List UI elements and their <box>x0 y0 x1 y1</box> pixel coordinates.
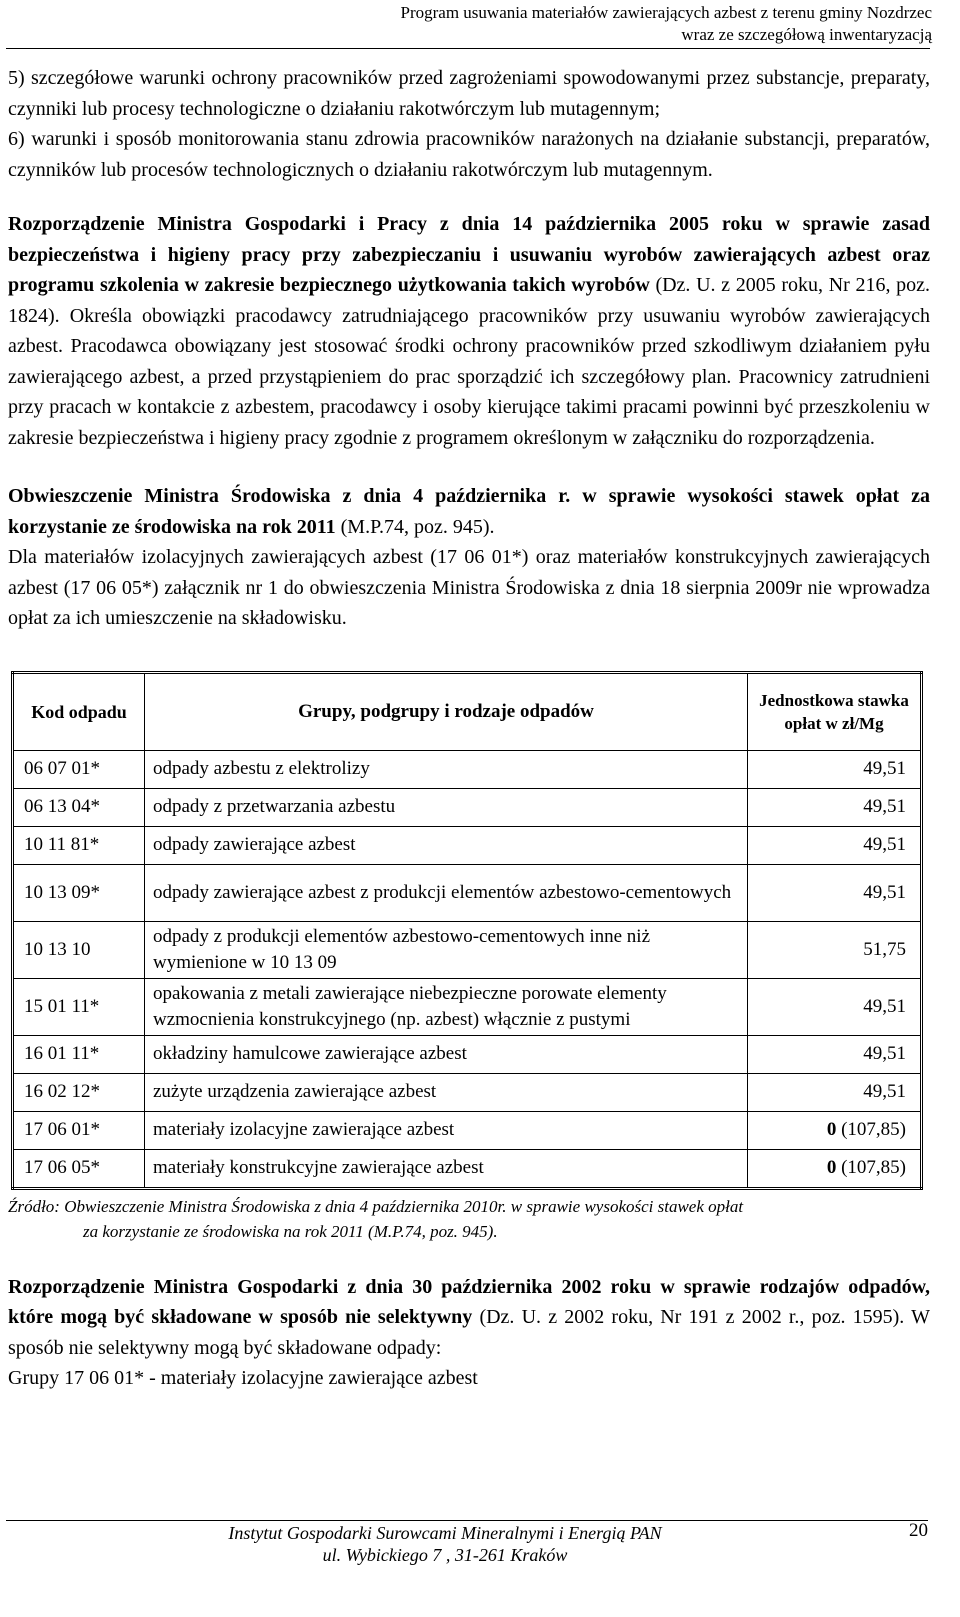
row-rate: 49,51 <box>748 826 922 864</box>
row-code: 17 06 01* <box>13 1111 145 1149</box>
header-line-2: wraz ze szczegółową inwentaryzacją <box>681 25 932 44</box>
table-row <box>13 750 922 788</box>
regulation-2005-paragraph <box>8 209 930 453</box>
row-name: materiały konstrukcyjne zawierające azbest <box>145 1149 748 1188</box>
row-code: 16 02 12* <box>13 1073 145 1111</box>
row-rate: 49,51 <box>748 978 922 1035</box>
source-line-2: za korzystanie ze środowiska na rok 2011 (M.P.74, poz. 945). <box>83 1221 498 1241</box>
header-unit-rate: Jednostkowa stawka opłat w zł/Mg <box>748 672 922 750</box>
header-rule <box>6 48 930 49</box>
row-rate: 49,51 <box>748 864 922 921</box>
waste-fee-table <box>11 671 923 1190</box>
source-line-1: Źródło: Obwieszczenie Ministra Środowiska z dnia 4 października 2010r. w sprawie wysokości stawek opłat <box>8 1196 744 1216</box>
table-row <box>13 864 922 921</box>
row-code: 06 07 01* <box>13 750 145 788</box>
table-row <box>13 1111 922 1149</box>
announcement-title: Obwieszczenie Ministra Środowiska z dnia 4 października r. w sprawie wysokości stawek opłat za korzystanie ze środowiska na rok 2011 <box>8 485 930 538</box>
table-row <box>13 978 922 1035</box>
row-code: 10 13 09* <box>13 864 145 921</box>
row-name: opakowania z metali zawierające niebezpieczne porowate elementy wzmocnienia konstrukcyjnego (np. azbest) włącznie z pustymi <box>145 978 748 1035</box>
regulation-2002-group-line: Grupy 17 06 01* - materiały izolacyjne zawierające azbest <box>8 1367 478 1389</box>
row-rate: 49,51 <box>748 1073 922 1111</box>
row-code: 15 01 11* <box>13 978 145 1035</box>
header-waste-code: Kod odpadu <box>13 672 145 750</box>
regulation-2002-body: (Dz. U. z 2002 roku, Nr 191 z 2002 r., poz. 1595). W sposób nie selektywny mogą być składowane odpady: <box>8 1306 930 1359</box>
announcement-title-paragraph <box>8 481 930 542</box>
row-name: odpady zawierające azbest z produkcji elementów azbestowo-cementowych <box>145 864 748 921</box>
footer-address: ul. Wybickiego 7 , 31-261 Kraków <box>322 1545 568 1565</box>
intro-item-5: 5) szczegółowe warunki ochrony pracowników przed zagrożeniami spowodowanymi przez substancje, preparaty, czynniki lub procesy technologiczne o działaniu rakotwórczym lub mutagennym; <box>8 67 930 120</box>
footer-rule <box>6 1520 928 1521</box>
table-header-row <box>13 672 922 750</box>
row-rate: 49,51 <box>748 750 922 788</box>
page-header <box>0 2 932 46</box>
row-name: odpady azbestu z elektrolizy <box>145 750 748 788</box>
row-name: okładziny hamulcowe zawierające azbest <box>145 1035 748 1073</box>
page-footer <box>0 1522 890 1566</box>
header-line-1: Program usuwania materiałów zawierających azbest z terenu gminy Nozdrzec <box>400 3 932 22</box>
row-code: 10 13 10 <box>13 921 145 978</box>
row-rate: 0 (107,85) <box>748 1149 922 1188</box>
regulation-2002-title: Rozporządzenie Ministra Gospodarki z dnia 30 października 2002 roku w sprawie rodzajów odpadów, które mogą być składowane w sposób nie selektywny <box>8 1275 930 1328</box>
page-content <box>8 63 930 1394</box>
row-name: zużyte urządzenia zawierające azbest <box>145 1073 748 1111</box>
table-row <box>13 1149 922 1188</box>
header-waste-group: Grupy, podgrupy i rodzaje odpadów <box>145 672 748 750</box>
table-row <box>13 826 922 864</box>
row-rate: 49,51 <box>748 788 922 826</box>
table-row <box>13 921 922 978</box>
table-row <box>13 1035 922 1073</box>
row-name: odpady zawierające azbest <box>145 826 748 864</box>
row-rate: 51,75 <box>748 921 922 978</box>
table-source-note <box>8 1194 930 1244</box>
page-number: 20 <box>909 1520 928 1541</box>
announcement-body: Dla materiałów izolacyjnych zawierających azbest (17 06 01*) oraz materiałów konstrukcyjnych zawierających azbest (17 06 05*) załącznik nr 1 do obwieszczenia Ministra Środowiska z dnia 18 sierpnia 2009r nie wprowadza opłat za ich umieszczenie na składowisku. <box>8 546 930 629</box>
row-code: 06 13 04* <box>13 788 145 826</box>
announcement-reference: (M.P.74, poz. 945). <box>335 515 495 538</box>
row-name: materiały izolacyjne zawierające azbest <box>145 1111 748 1149</box>
row-name: odpady z produkcji elementów azbestowo-cementowych inne niż wymienione w 10 13 09 <box>145 921 748 978</box>
table-row <box>13 1073 922 1111</box>
row-rate: 0 (107,85) <box>748 1111 922 1149</box>
row-code: 10 11 81* <box>13 826 145 864</box>
row-code: 16 01 11* <box>13 1035 145 1073</box>
regulation-2005-title: Rozporządzenie Ministra Gospodarki i Pracy z dnia 14 października 2005 roku w sprawie zasad bezpieczeństwa i higieny pracy przy zabezpieczaniu i usuwaniu wyrobów zawierających azbest oraz programu szkolenia w zakresie bezpiecznego użytkowania takich wyrobów <box>8 213 930 296</box>
footer-institute: Instytut Gospodarki Surowcami Mineralnymi i Energią PAN <box>228 1523 662 1543</box>
table-row <box>13 788 922 826</box>
row-code: 17 06 05* <box>13 1149 145 1188</box>
intro-item-6: 6) warunki i sposób monitorowania stanu zdrowia pracowników narażonych na działanie substancji, preparatów, czynników lub procesów technologicznych o działaniu rakotwórczym lub mutagennym. <box>8 128 930 181</box>
row-rate: 49,51 <box>748 1035 922 1073</box>
regulation-2002-paragraph <box>8 1272 930 1364</box>
row-name: odpady z przetwarzania azbestu <box>145 788 748 826</box>
regulation-2005-body: (Dz. U. z 2005 roku, Nr 216, poz. 1824). Określa obowiązki pracodawcy zatrudniającego pracowników przy usuwaniu wyrobów zawierających azbest. Pracodawca obowiązany jest stosować środki ochrony pracowników przed szkodliwym działaniem pyłu zawierającego azbest, a przed przystąpieniem do prac sporządzić ich szczegółowy plan. Pracownicy zatrudnieni przy pracach w kontakcie z azbestem, pracodawcy i osoby kierujące takimi pracami powinni być przeszkoleniu w zakresie bezpieczeństwa i higieny pracy zgodnie z programem określonym w załączniku do rozporządzenia. <box>8 274 930 449</box>
